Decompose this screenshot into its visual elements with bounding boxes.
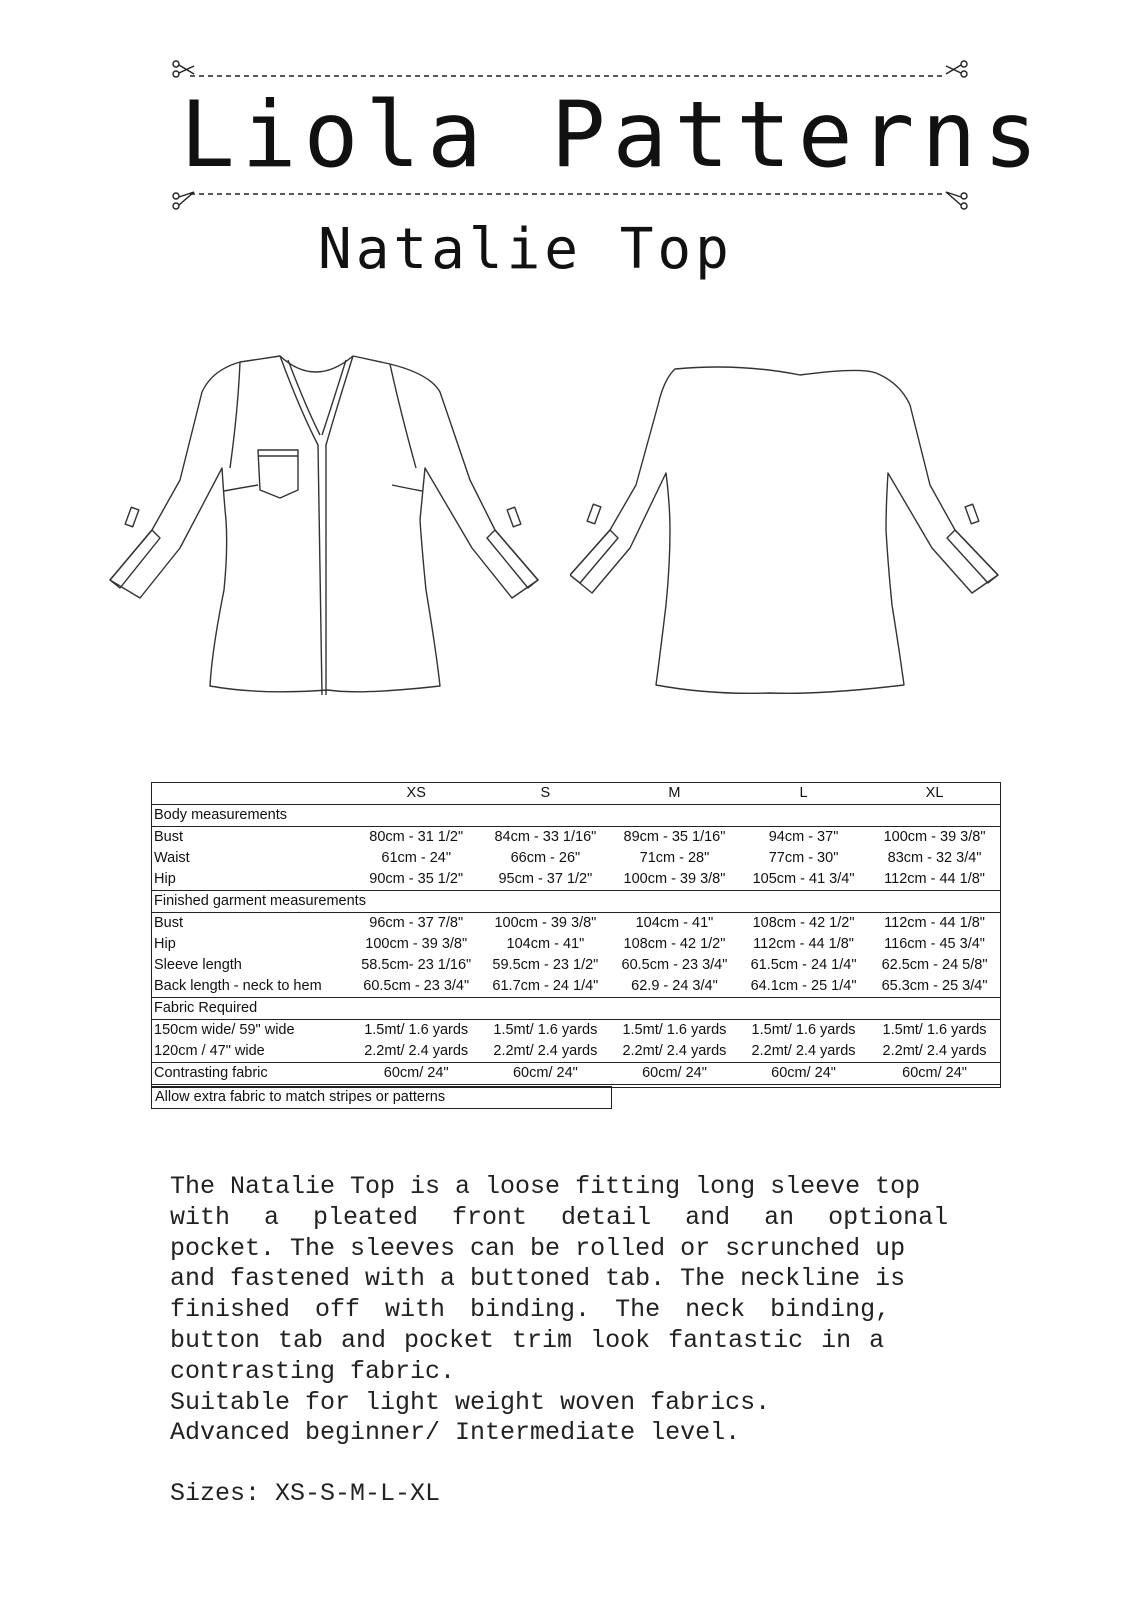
cell-value: 1.5mt/ 1.6 yards: [622, 1022, 727, 1038]
row-label: Contrasting fabric: [151, 1063, 352, 1085]
cell-value: 61.5cm - 24 1/4": [750, 957, 857, 973]
scissors-icon: [173, 61, 194, 77]
size-header-s: S: [481, 783, 610, 805]
cell-value: 100cm - 39 3/8": [494, 915, 597, 931]
description: [170, 1172, 990, 1449]
cell-value: 1.5mt/ 1.6 yards: [882, 1022, 987, 1038]
row-label: 120cm / 47" wide: [154, 1043, 265, 1059]
top-cut-line: [170, 58, 970, 82]
cell-value: 90cm - 35 1/2": [369, 871, 464, 887]
description-line: and fastened with a buttoned tab. The neckline is: [170, 1264, 906, 1294]
cell-value: 108cm - 42 1/2": [623, 936, 726, 952]
table-row: [151, 827, 1001, 849]
cell-value: 89cm - 35 1/16": [623, 829, 726, 845]
section-title: Finished garment measurements: [151, 891, 1001, 913]
skill-level-text: Advanced beginner/ Intermediate level.: [170, 1418, 741, 1448]
product-title: Natalie Top: [318, 217, 733, 282]
table-row: [151, 1041, 1001, 1063]
size-header-xl: XL: [868, 783, 1001, 805]
section-header-row: [151, 891, 1001, 913]
cell-value: 108cm - 42 1/2": [752, 915, 855, 931]
cell-value: 112cm - 44 1/8": [753, 936, 854, 952]
cell-value: 1.5mt/ 1.6 yards: [493, 1022, 598, 1038]
cell-value: 112cm - 44 1/8": [884, 915, 985, 931]
empty-header-cell: [151, 783, 352, 805]
table-row: [151, 955, 1001, 976]
row-label: Bust: [154, 915, 184, 931]
cell-value: 104cm - 41": [506, 936, 585, 952]
cell-value: 112cm - 44 1/8": [884, 871, 985, 887]
description-paragraph: [170, 1172, 990, 1449]
cell-value: 1.5mt/ 1.6 yards: [751, 1022, 856, 1038]
contrasting-fabric-row: [151, 1063, 1001, 1085]
size-header-l: L: [739, 783, 868, 805]
cell-value: 2.2mt/ 2.4 yards: [622, 1043, 727, 1059]
suitability-text: Suitable for light weight woven fabrics.: [170, 1387, 771, 1417]
row-label: Waist: [154, 850, 190, 866]
size-header-xs: XS: [352, 783, 481, 805]
cell-value: 100cm - 39 3/8": [365, 936, 468, 952]
cell-value: 2.2mt/ 2.4 yards: [882, 1043, 987, 1059]
row-label: 150cm wide/ 59" wide: [154, 1022, 295, 1038]
scissors-icon: [946, 192, 967, 209]
description-line: The Natalie Top is a loose fitting long sleeve top: [170, 1172, 921, 1201]
description-line: finished off with binding. The neck binding,: [170, 1295, 891, 1325]
cell-value: 96cm - 37 7/8": [369, 915, 464, 931]
sizes-text: Sizes: XS-S-M-L-XL: [170, 1479, 441, 1508]
cell-value: 60cm/ 24": [610, 1063, 739, 1085]
section-header-row: [151, 805, 1001, 827]
table-row: [151, 869, 1001, 891]
cell-value: 94cm - 37": [768, 829, 839, 845]
cell-value: 66cm - 26": [510, 850, 581, 866]
row-label: Back length - neck to hem: [154, 978, 322, 994]
cell-value: 2.2mt/ 2.4 yards: [364, 1043, 469, 1059]
cell-value: 60cm/ 24": [739, 1063, 868, 1085]
cell-value: 100cm - 39 3/8": [623, 871, 726, 887]
fabric-note: Allow extra fabric to match stripes or patterns: [151, 1086, 612, 1109]
brand-title: Liola Patterns: [180, 83, 1046, 188]
description-line: button tab and pocket trim look fantastic in a: [170, 1325, 885, 1355]
cell-value: 2.2mt/ 2.4 yards: [751, 1043, 856, 1059]
row-label: Bust: [154, 829, 184, 845]
cell-value: 60cm/ 24": [352, 1063, 481, 1085]
cell-value: 59.5cm - 23 1/2": [492, 957, 599, 973]
cell-value: 95cm - 37 1/2": [498, 871, 593, 887]
cell-value: 116cm - 45 3/4": [884, 936, 985, 952]
cell-value: 1.5mt/ 1.6 yards: [364, 1022, 469, 1038]
scissors-icon: [173, 192, 194, 209]
table-row: [151, 934, 1001, 955]
row-label: Sleeve length: [154, 957, 242, 973]
cell-value: 65.3cm - 25 3/4": [881, 978, 988, 994]
scissors-icon: [946, 61, 967, 77]
cell-value: 105cm - 41 3/4": [752, 871, 855, 887]
cell-value: 84cm - 33 1/16": [494, 829, 597, 845]
cell-value: 62.9 - 24 3/4": [631, 978, 718, 994]
bottom-cut-line: [170, 188, 970, 212]
section-title: Body measurements: [151, 805, 1001, 827]
cell-value: 58.5cm- 23 1/16": [361, 957, 472, 973]
cell-value: 80cm - 31 1/2": [369, 829, 464, 845]
top-back-flat-sketch-icon: [570, 365, 1020, 720]
cell-value: 62.5cm - 24 5/8": [881, 957, 988, 973]
cell-value: 83cm - 32 3/4": [887, 850, 982, 866]
section-title: Fabric Required: [151, 998, 1001, 1020]
section-header-row: [151, 998, 1001, 1020]
size-header-row: [151, 783, 1001, 805]
cell-value: 61.7cm - 24 1/4": [492, 978, 599, 994]
table-row: [151, 913, 1001, 935]
description-line: pocket. The sleeves can be rolled or scrunched up: [170, 1233, 906, 1263]
cell-value: 100cm - 39 3/8": [883, 829, 986, 845]
row-label: Hip: [154, 871, 176, 887]
description-line: contrasting fabric.: [170, 1356, 456, 1386]
description-line: with a pleated front detail and an optional: [170, 1202, 949, 1232]
cell-value: 60.5cm - 23 3/4": [363, 978, 470, 994]
cell-value: 60cm/ 24": [481, 1063, 610, 1085]
size-chart-table: [151, 782, 1001, 1085]
table-row: [151, 976, 1001, 998]
cell-value: 61cm - 24": [381, 850, 452, 866]
cell-value: 71cm - 28": [639, 850, 710, 866]
row-label: Hip: [154, 936, 176, 952]
cell-value: 104cm - 41": [635, 915, 714, 931]
size-header-m: M: [610, 783, 739, 805]
cell-value: 2.2mt/ 2.4 yards: [493, 1043, 598, 1059]
cell-value: 77cm - 30": [768, 850, 839, 866]
table-row: [151, 1020, 1001, 1042]
cell-value: 64.1cm - 25 1/4": [750, 978, 857, 994]
cell-value: 60cm/ 24": [868, 1063, 1001, 1085]
cell-value: 60.5cm - 23 3/4": [621, 957, 728, 973]
table-row: [151, 848, 1001, 869]
top-front-flat-sketch-icon: [100, 350, 560, 720]
